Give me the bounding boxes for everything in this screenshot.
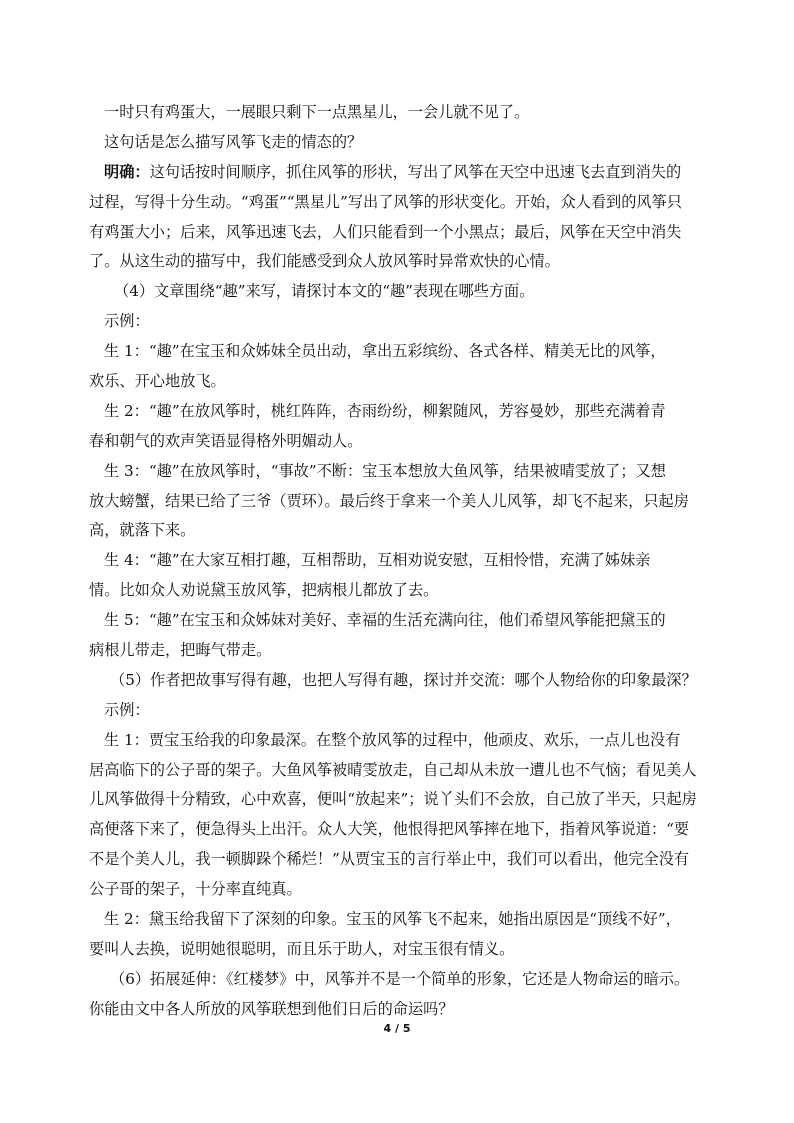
question-line: （6）拓展延伸：《红楼梦》中，风筝并不是一个简单的形象，它还是人物命运的暗示。	[110, 969, 690, 988]
answer-line	[104, 158, 704, 188]
document-body	[89, 98, 704, 1025]
question-line: （5）作者把故事写得有趣，也把人写得有趣，探讨并交流：哪个人物给你的印象最深？	[110, 670, 697, 689]
text-line: 病根儿带走，把晦气带走。	[89, 641, 272, 660]
text-line: 过程，写得十分生动。“鸡蛋”“黑星儿”写出了风筝的形状变化。开始，众人看到的风筝只	[89, 192, 682, 211]
text-line: 公子哥的架子，十分率直纯真。	[89, 880, 302, 899]
text-line: 儿风筝做得十分精致，心中欢喜，便叫“放起来”；说丫头们不会放，自己放了半天，只起房	[89, 790, 697, 809]
student-answer-line: 生 2：黛玉给我留下了深刻的印象。宝玉的风筝飞不起来，她指出原因是“顶线不好”，	[104, 910, 681, 929]
text-line: 要叫人去换，说明她很聪明，而且乐于助人，对宝玉很有情义。	[89, 939, 515, 958]
text-line: 你能由文中各人所放的风筝联想到他们日后的命运吗？	[89, 999, 454, 1018]
example-label: 示例：	[104, 312, 150, 331]
text-line: 欢乐、开心地放飞。	[89, 372, 226, 391]
text-line: 了。从这生动的描写中，我们能感受到众人放风筝时异常欢快的心情。	[89, 252, 560, 271]
student-answer-line: 生 3：“趣”在放风筝时，“事故”不断：宝玉本想放大鱼风筝，结果被晴雯放了；又想	[104, 461, 666, 480]
text-line: 高便落下来了，便急得头上出汗。众人大笑，他恨得把风筝摔在地下，指着风筝说道：“要	[89, 820, 690, 839]
answer-label: 明确：	[104, 162, 150, 181]
example-label: 示例：	[104, 700, 150, 719]
question-line: （4）文章围绕“趣”来写，请探讨本文的“趣”表现在哪些方面。	[114, 282, 535, 301]
text-line: 高，就落下来。	[89, 521, 196, 540]
text-line: 放大螃蟹，结果已给了三爷（贾环）。最后终于拿来一个美人儿风筝，却飞不起来，只起房	[89, 491, 689, 510]
text-line: 一时只有鸡蛋大，一展眼只剩下一点黑星儿，一会儿就不见了。	[104, 103, 530, 121]
text-line: 春和朝气的欢声笑语显得格外明媚动人。	[89, 431, 363, 450]
text-line: 有鸡蛋大小；后来，风筝迅速飞去，人们只能看到一个小黑点；最后，风筝在天空中消失	[89, 222, 682, 241]
answer-text: 这句话按时间顺序，抓住风筝的形状，写出了风筝在天空中迅速飞去直到消失的	[149, 162, 682, 181]
text-line: 情。比如众人劝说黛玉放风筝，把病根儿都放了去。	[89, 581, 439, 600]
text-line: 居高临下的公子哥的架子。大鱼风筝被晴雯放走，自己却从未放一遭儿也不气恼；看见美人	[89, 760, 697, 779]
student-answer-line: 生 2：“趣”在放风筝时，桃红阵阵，杏雨纷纷，柳絮随风，芳容曼妙，那些充满着青	[104, 401, 666, 420]
student-answer-line: 生 1：贾宝玉给我的印象最深。在整个放风筝的过程中，他顽皮、欢乐，一点儿也没有	[104, 730, 681, 749]
page-number: 4 / 5	[383, 1022, 411, 1035]
student-answer-line: 生 5：“趣”在宝玉和众姊妹对美好、幸福的生活充满向往，他们希望风筝能把黛玉的	[104, 611, 666, 630]
student-answer-line: 生 4：“趣”在大家互相打趣，互相帮助，互相劝说安慰，互相怜惜，充满了姊妹亲	[104, 551, 651, 570]
text-line: 不是个美人儿，我一顿脚跺个稀烂！”从贾宝玉的言行举止中，我们可以看出，他完全没有	[89, 850, 690, 869]
question-line: 这句话是怎么描写风筝飞走的情态的？	[104, 132, 363, 151]
student-answer-line: 生 1：“趣”在宝玉和众姊妹全员出动，拿出五彩缤纷、各式各样、精美无比的风筝，	[104, 342, 666, 361]
